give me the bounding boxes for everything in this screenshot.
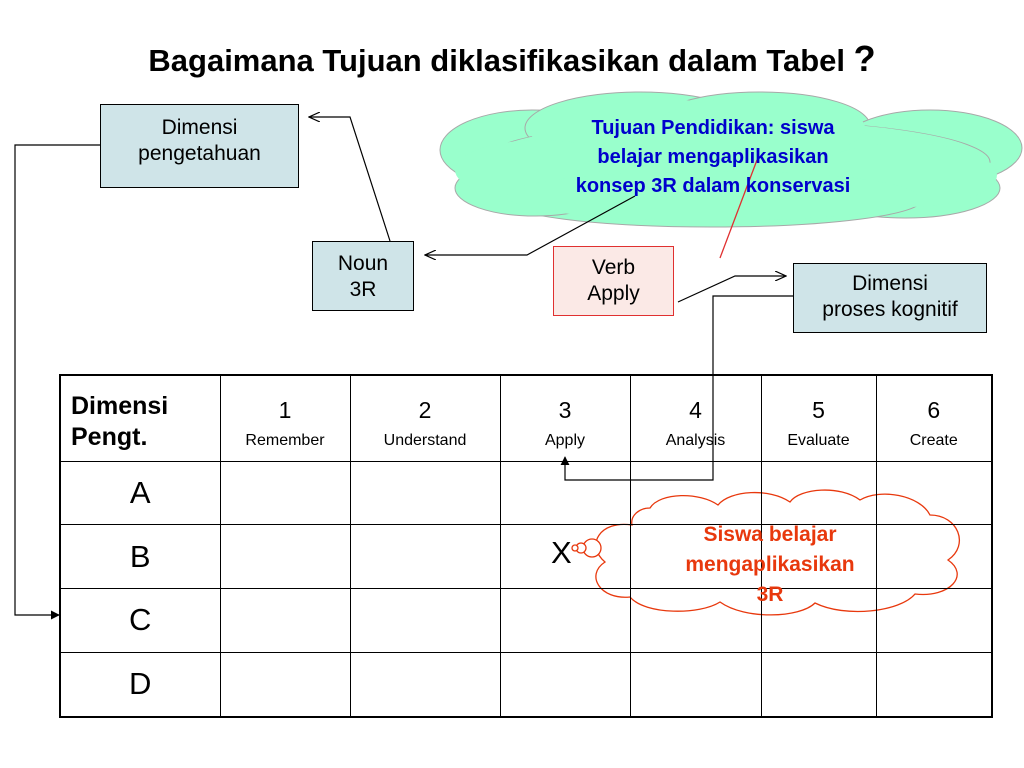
knowledge-dimension-line2: pengetahuan <box>138 142 261 165</box>
objective-cloud-text <box>513 114 913 201</box>
result-cloud-text <box>652 520 888 610</box>
table-row <box>60 652 992 717</box>
table-cell <box>761 461 876 525</box>
column-label: Understand <box>383 431 467 449</box>
table-cell <box>876 525 992 589</box>
table-cell <box>500 461 630 525</box>
title-question-mark: ? <box>853 38 876 79</box>
table-cell <box>220 652 350 717</box>
table-cell <box>220 589 350 653</box>
knowledge-dimension-box <box>100 104 299 188</box>
table-cell <box>876 652 992 717</box>
column-number: 6 <box>927 396 941 423</box>
objective-line1: Tujuan Pendidikan: siswa <box>591 117 835 139</box>
table-cell <box>761 652 876 717</box>
verb-line2: Apply <box>587 282 640 305</box>
noun-line1: Noun <box>337 252 389 275</box>
column-label: Create <box>909 431 958 449</box>
table-corner-cell <box>60 375 220 461</box>
row-label-c: C <box>60 589 220 653</box>
table-cell <box>500 589 630 653</box>
column-number: 1 <box>278 396 292 423</box>
objective-line3: konsep 3R dalam konservasi <box>575 175 851 197</box>
noun-to-knowledge-arrow <box>309 117 390 241</box>
column-header-evaluate <box>761 375 876 461</box>
verb-box <box>553 246 674 316</box>
column-number: 4 <box>689 396 702 423</box>
table-cell <box>876 589 992 653</box>
column-header-apply <box>500 375 630 461</box>
row-label-a: A <box>60 461 220 525</box>
column-label: Analysis <box>665 431 726 449</box>
column-number: 2 <box>418 396 432 423</box>
cognitive-process-line2: proses kognitif <box>822 298 958 321</box>
row-label-d: D <box>60 652 220 717</box>
classification-mark: X <box>551 535 572 570</box>
column-label: Evaluate <box>787 431 850 449</box>
column-header-remember <box>220 375 350 461</box>
noun-box <box>312 241 414 311</box>
objective-line2: belajar mengaplikasikan <box>597 146 829 168</box>
table-header-row <box>60 375 992 461</box>
table-cell <box>350 525 500 589</box>
corner-line1: Dimensi <box>71 392 169 421</box>
table-cell <box>500 652 630 717</box>
row-label-b: B <box>60 525 220 589</box>
result-line3: 3R <box>756 583 784 606</box>
noun-line2: 3R <box>349 278 377 301</box>
column-label: Remember <box>245 431 325 449</box>
table-row <box>60 461 992 525</box>
table-cell <box>350 652 500 717</box>
table-cell <box>876 461 992 525</box>
title-text: Bagaimana Tujuan diklasifikasikan dalam Tabel <box>148 43 845 78</box>
table-cell <box>350 461 500 525</box>
table-cell <box>220 525 350 589</box>
verb-line1: Verb <box>591 256 636 279</box>
table-cell <box>350 589 500 653</box>
cognitive-process-line1: Dimensi <box>852 272 928 295</box>
column-header-create <box>876 375 992 461</box>
column-label: Apply <box>544 431 586 449</box>
result-line1: Siswa belajar <box>703 523 837 546</box>
verb-to-cognitive-arrow <box>678 276 786 302</box>
table-cell <box>630 652 761 717</box>
column-number: 3 <box>558 396 572 423</box>
column-header-analysis <box>630 375 761 461</box>
table-cell <box>220 461 350 525</box>
corner-line2: Pengt. <box>71 423 148 452</box>
knowledge-dimension-line1: Dimensi <box>161 116 238 139</box>
result-line2: mengaplikasikan <box>685 553 855 576</box>
cognitive-process-box <box>793 263 987 333</box>
column-header-understand <box>350 375 500 461</box>
column-number: 5 <box>812 396 825 423</box>
table-cell <box>630 461 761 525</box>
